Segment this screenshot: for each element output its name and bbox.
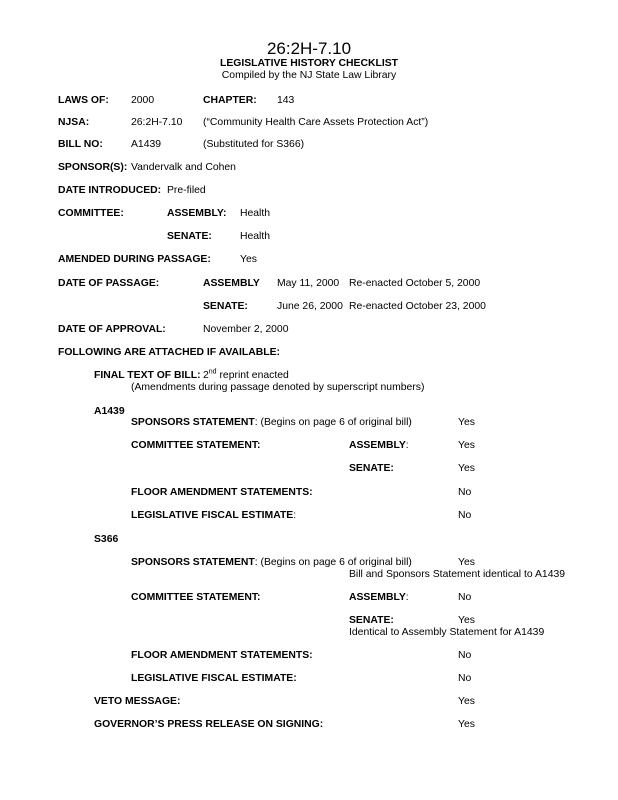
a1439-committee-assembly-value: Yes <box>458 440 475 451</box>
a1439-floor-value: No <box>458 487 472 498</box>
s366-floor-value: No <box>458 650 472 661</box>
bill-no-label: BILL NO: <box>58 139 103 150</box>
passage-senate-label: SENATE: <box>203 301 248 312</box>
approval-value: November 2, 2000 <box>203 324 289 335</box>
s366-committee-senate-extra: Identical to Assembly Statement for A1439 <box>349 627 545 638</box>
amended-value: Yes <box>240 254 257 265</box>
a1439-sponsors-value: Yes <box>458 417 475 428</box>
s366-sponsors-value: Yes <box>458 557 475 568</box>
njsa-value: 26:2H-7.10 <box>131 117 183 128</box>
committee-senate-value: Health <box>240 231 271 242</box>
s366-committee-senate-label: SENATE: <box>349 615 394 626</box>
committee-label: COMMITTEE: <box>58 208 124 219</box>
njsa-label: NJSA: <box>58 117 90 128</box>
passage-assembly-label: ASSEMBLY <box>203 278 260 289</box>
final-text-note: (Amendments during passage denoted by superscript numbers) <box>131 382 425 393</box>
passage-senate-date: June 26, 2000 <box>277 301 343 312</box>
a1439-fiscal-label: LEGISLATIVE FISCAL ESTIMATE: <box>131 510 297 521</box>
passage-senate-reenacted: Re-enacted October 23, 2000 <box>349 301 486 312</box>
chapter-value: 143 <box>277 95 295 106</box>
date-introduced-value: Pre-filed <box>167 185 206 196</box>
a1439-floor-label: FLOOR AMENDMENT STATEMENTS: <box>131 487 313 498</box>
a1439-sponsors-statement: SPONSORS STATEMENT: (Begins on page 6 of original bill) <box>131 417 412 428</box>
veto-value: Yes <box>458 696 475 707</box>
compiled-by: Compiled by the NJ State Law Library <box>221 70 397 81</box>
act-name: (“Community Health Care Assets Protection Act”) <box>203 117 429 128</box>
sponsors-label: SPONSOR(S): <box>58 162 128 173</box>
passage-label: DATE OF PASSAGE: <box>58 278 160 289</box>
veto-label: VETO MESSAGE: <box>94 696 181 707</box>
committee-senate-label: SENATE: <box>167 231 212 242</box>
laws-of-value: 2000 <box>131 95 155 106</box>
a1439-committee-senate-label: SENATE: <box>349 463 394 474</box>
sponsors-value: Vandervalk and Cohen <box>131 162 236 173</box>
s366-sponsors-extra: Bill and Sponsors Statement identical to A1439 <box>349 569 566 580</box>
a1439-committee-label: COMMITTEE STATEMENT: <box>131 440 261 451</box>
passage-assembly-reenacted: Re-enacted October 5, 2000 <box>349 278 481 289</box>
page-title: 26:2H-7.10 <box>266 39 352 58</box>
chapter-label: CHAPTER: <box>203 95 257 106</box>
committee-assembly-value: Health <box>240 208 271 219</box>
amended-label: AMENDED DURING PASSAGE: <box>58 254 211 265</box>
a1439-committee-senate-value: Yes <box>458 463 475 474</box>
s366-committee-assembly-label: ASSEMBLY: <box>349 592 409 603</box>
s366-heading: S366 <box>94 534 119 545</box>
laws-of-label: LAWS OF: <box>58 95 109 106</box>
s366-committee-assembly-value: No <box>458 592 472 603</box>
checklist-heading: LEGISLATIVE HISTORY CHECKLIST <box>219 58 398 69</box>
s366-fiscal-label: LEGISLATIVE FISCAL ESTIMATE: <box>131 673 297 684</box>
s366-sponsors-statement: SPONSORS STATEMENT: (Begins on page 6 of original bill) <box>131 557 412 568</box>
committee-assembly-label: ASSEMBLY: <box>167 208 227 219</box>
a1439-fiscal-value: No <box>458 510 472 521</box>
s366-floor-label: FLOOR AMENDMENT STATEMENTS: <box>131 650 313 661</box>
substituted-note: (Substituted for S366) <box>203 139 305 150</box>
bill-no-value: A1439 <box>131 139 162 150</box>
passage-assembly-date: May 11, 2000 <box>277 278 340 289</box>
press-release-label: GOVERNOR’S PRESS RELEASE ON SIGNING: <box>94 719 324 730</box>
s366-fiscal-value: No <box>458 673 472 684</box>
a1439-heading: A1439 <box>94 406 125 417</box>
s366-committee-senate-value: Yes <box>458 615 475 626</box>
s366-committee-label: COMMITTEE STATEMENT: <box>131 592 261 603</box>
final-text-value: 2nd reprint enacted <box>203 368 289 381</box>
final-text-label: FINAL TEXT OF BILL: <box>94 370 201 381</box>
attached-heading: FOLLOWING ARE ATTACHED IF AVAILABLE: <box>58 347 281 358</box>
a1439-committee-assembly-label: ASSEMBLY: <box>349 440 409 451</box>
date-introduced-label: DATE INTRODUCED: <box>58 185 162 196</box>
press-release-value: Yes <box>458 719 475 730</box>
approval-label: DATE OF APPROVAL: <box>58 324 166 335</box>
